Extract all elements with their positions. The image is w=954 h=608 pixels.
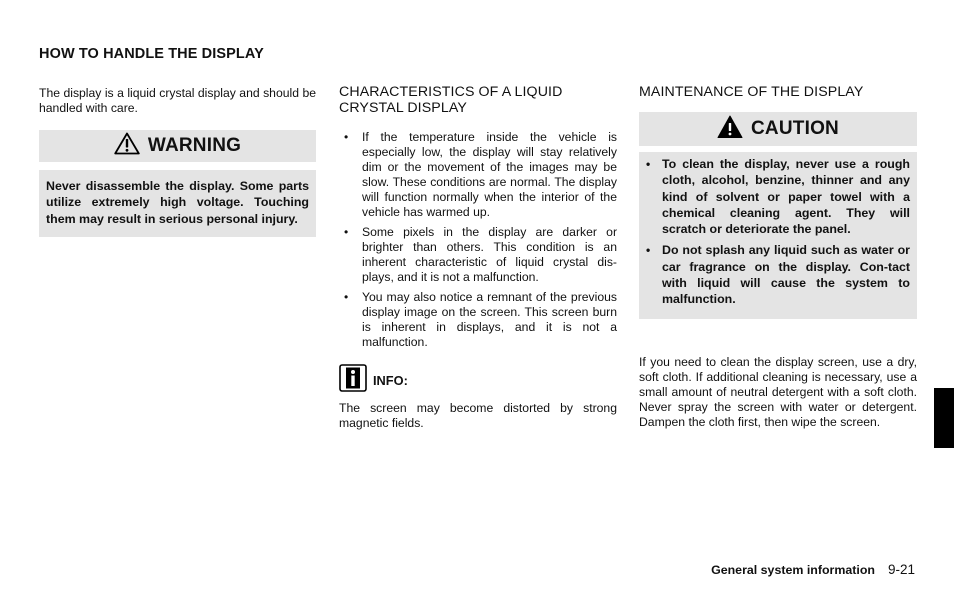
list-item: • Do not splash any liquid such as water or car fragrance on the display. Con-tact with liquid will cause the system to malfunction. [646,243,910,307]
characteristics-list [339,130,617,350]
warning-body: Never disassemble the display. Some parts utilize extremely high voltage. Touching them may result in serious personal injury. [39,170,316,237]
list-item: • If the temperature inside the vehicle is especially low, the display will stay relatively dim or the movement of the images may be slow. These conditions are normal. The display will function normally when the interior of the vehicle has warmed up. [344,130,617,219]
warning-triangle-icon [114,132,140,160]
section-title: HOW TO HANDLE THE DISPLAY [39,46,264,62]
page-footer [711,562,915,577]
page-number: 9-21 [887,562,915,577]
maintenance-text: If you need to clean the display screen, use a dry, soft cloth. If additional cleaning is necessary, use a small amount of neutral detergent with a soft cloth. Never spray the screen with water or detergent. Dampen the cloth first, then wipe the screen. [639,354,917,429]
caution-list [646,156,910,308]
bullet-icon: • [646,157,651,171]
bullet-icon: • [344,225,349,239]
list-item: • To clean the display, never use a rough cloth, alcohol, benzine, thinner and any kind of solvent or paper towel with a chemical cleaning agent. They will scratch or deteriorate the panel. [646,157,910,237]
intro-text: The display is a liquid crystal display and should be handled with care. [39,86,316,115]
warning-header [39,130,316,162]
caution-label: CAUTION [751,118,839,139]
maintenance-heading: MAINTENANCE OF THE DISPLAY [639,84,864,100]
footer-title: General system information [711,563,875,577]
caution-triangle-icon [717,115,743,144]
column-characteristics [339,84,617,431]
column-maintenance [639,84,917,430]
caution-body [639,152,917,319]
bullet-icon: • [344,290,349,304]
list-item: • You may also notice a remnant of the previous display image on the screen. This screen burn is inherent in displays, and it is not a malfunction. [344,290,617,349]
info-label: INFO: [373,373,408,388]
info-row [339,364,617,397]
list-item: • Some pixels in the display are darker or brighter than others. This condition is an inherent characteristic of liquid crystal dis-plays, and it is not a malfunction. [344,225,617,284]
chapter-tab [934,388,954,448]
bullet-icon: • [646,243,651,258]
characteristics-heading: CHARACTERISTICS OF A LIQUID CRYSTAL DISPLAY [339,84,563,116]
info-text: The screen may become distorted by strong magnetic fields. [339,401,617,430]
column-handle-display [39,86,316,237]
info-icon [339,364,367,397]
caution-header [639,112,917,146]
bullet-icon: • [344,130,349,144]
warning-label: WARNING [147,135,242,156]
